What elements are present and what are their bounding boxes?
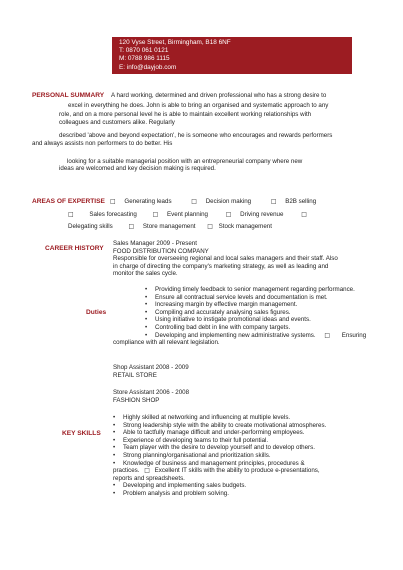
skill-item: • Team player with the desire to develop yourself and to develop others. (113, 444, 393, 452)
checkbox-icon: □ (324, 331, 331, 339)
job-title: Shop Assistant 2008 - 2009 (113, 364, 189, 371)
expertise-item: Store management (142, 223, 196, 230)
checkbox-icon: □ (128, 223, 135, 230)
expertise-row-3 (68, 223, 272, 231)
skill-text: Excellent IT skills with the ability to produce e-presentations, (154, 467, 320, 475)
summary-line: A hard working, determined and driven professional who has a strong desire to (111, 92, 327, 99)
checkbox-icon: □ (207, 223, 213, 230)
checkbox-icon: □ (152, 211, 159, 218)
checkbox-icon: □ (270, 198, 277, 205)
summary-line: described 'above and beyond expectation', he is someone who encourages and rewards performers (59, 132, 333, 140)
duty-text: Ensuring (341, 331, 367, 339)
checkbox-icon: □ (191, 198, 197, 205)
summary-line: excel in everything he does. John is able to bring an organised and systematic approach to any (68, 101, 329, 109)
skill-item: • Strong planning/organisational and prioritization skills. (113, 452, 393, 460)
job-shop-assistant (113, 364, 189, 379)
job-description: Responsible for overseeing regional and local sales managers and their staff. Also (113, 255, 338, 263)
duty-continuation: compliance with all relevant legislation. (113, 339, 220, 347)
job-title: Sales Manager 2009 - Present (113, 240, 197, 247)
expertise-item: Stock management (218, 223, 272, 230)
duty-item: • Compiling and accurately analysing sales figures. (145, 309, 383, 317)
duties-list (113, 286, 383, 347)
skill-item: • Able to tactfully manage difficult and under-performing employees. (113, 429, 393, 437)
expertise-item: Event planning (167, 211, 208, 218)
expertise-item: Driving revenue (240, 211, 284, 218)
personal-summary-heading: PERSONAL SUMMARY (32, 92, 105, 99)
skill-item: • Knowledge of business and management principles, procedures & (113, 460, 393, 468)
expertise-row-1 (110, 198, 316, 206)
contact-email[interactable]: E: info@dayjob.com (119, 63, 177, 71)
skill-item: • Developing and implementing sales budgets. (113, 482, 393, 490)
job-company: FASHION SHOP (113, 396, 160, 404)
expertise-item: Decision making (205, 198, 252, 205)
job-description: in charge of directing the company's marketing strategy, as well as leading and (113, 262, 329, 270)
contact-tel: T: 0870 061 0121 (119, 47, 169, 55)
duties-label: Duties (86, 309, 107, 316)
skill-text: practices. (113, 467, 140, 475)
summary-line: looking for a suitable managerial position with an entrepreneurial company where new (67, 157, 303, 165)
summary-line: role, and on a more personal level he is able to maintain excellent working relationships with (59, 111, 312, 119)
expertise-heading: AREAS OF EXPERTISE (32, 198, 105, 205)
expertise-item: Delegating skills (68, 223, 113, 230)
summary-line: ideas are welcomed and key decision making is required. (59, 165, 216, 173)
contact-mobile: M: 0788 986 1115 (119, 55, 170, 63)
job-description: monitor the sales cycle. (113, 270, 178, 278)
personal-summary-text (32, 92, 372, 173)
skill-item: • Experience of developing teams to their full potential. (113, 437, 393, 445)
skill-continuation (113, 467, 393, 475)
duty-text: Developing and implementing new administrative systems. (155, 331, 316, 339)
job-company: FOOD DISTRIBUTION COMPANY (113, 247, 209, 255)
duty-item: • Controlling bad debt in line with company targets. (145, 324, 383, 332)
key-skills-list (113, 414, 393, 498)
career-history-heading: CAREER HISTORY (45, 245, 104, 252)
summary-line: and always assists non performers to do better. His (32, 139, 173, 147)
expertise-row-2 (68, 211, 307, 219)
checkbox-icon: □ (68, 211, 74, 218)
skill-item: • Problem analysis and problem solving. (113, 490, 393, 498)
job-sales-manager (113, 240, 378, 278)
duty-item: • Increasing margin by effective margin management. (145, 301, 383, 309)
checkbox-icon: □ (144, 467, 150, 475)
skill-continuation: reports and spreadsheets. (113, 474, 185, 482)
checkbox-icon: □ (301, 211, 307, 218)
duty-item: • Providing timely feedback to senior management regarding performance. (145, 286, 383, 294)
summary-line: colleagues and customers alike. Regularly (59, 118, 175, 126)
duty-item: • Using initiative to instigate promotional ideas and events. (145, 316, 383, 324)
duty-item: • Ensure all contractual service levels and documentation is met. (145, 294, 383, 302)
expertise-item: Sales forecasting (89, 211, 137, 218)
job-store-assistant (113, 389, 189, 404)
expertise-item: Generating leads (124, 198, 172, 205)
contact-header (112, 37, 352, 74)
expertise-item: B2B selling (285, 198, 317, 205)
key-skills-heading: KEY SKILLS (62, 430, 101, 437)
checkbox-icon: □ (225, 211, 232, 218)
skill-item: • Highly skilled at networking and influencing at multiple levels. (113, 414, 393, 422)
contact-address: 120 Vyse Street, Birmingham, B18 6NF (119, 39, 231, 46)
job-title: Store Assistant 2006 - 2008 (113, 389, 190, 396)
duty-item (145, 332, 383, 340)
checkbox-icon: □ (110, 198, 116, 205)
skill-item: • Strong leadership style with the ability to create motivational atmospheres. (113, 422, 393, 430)
job-company: RETAIL STORE (113, 371, 157, 379)
